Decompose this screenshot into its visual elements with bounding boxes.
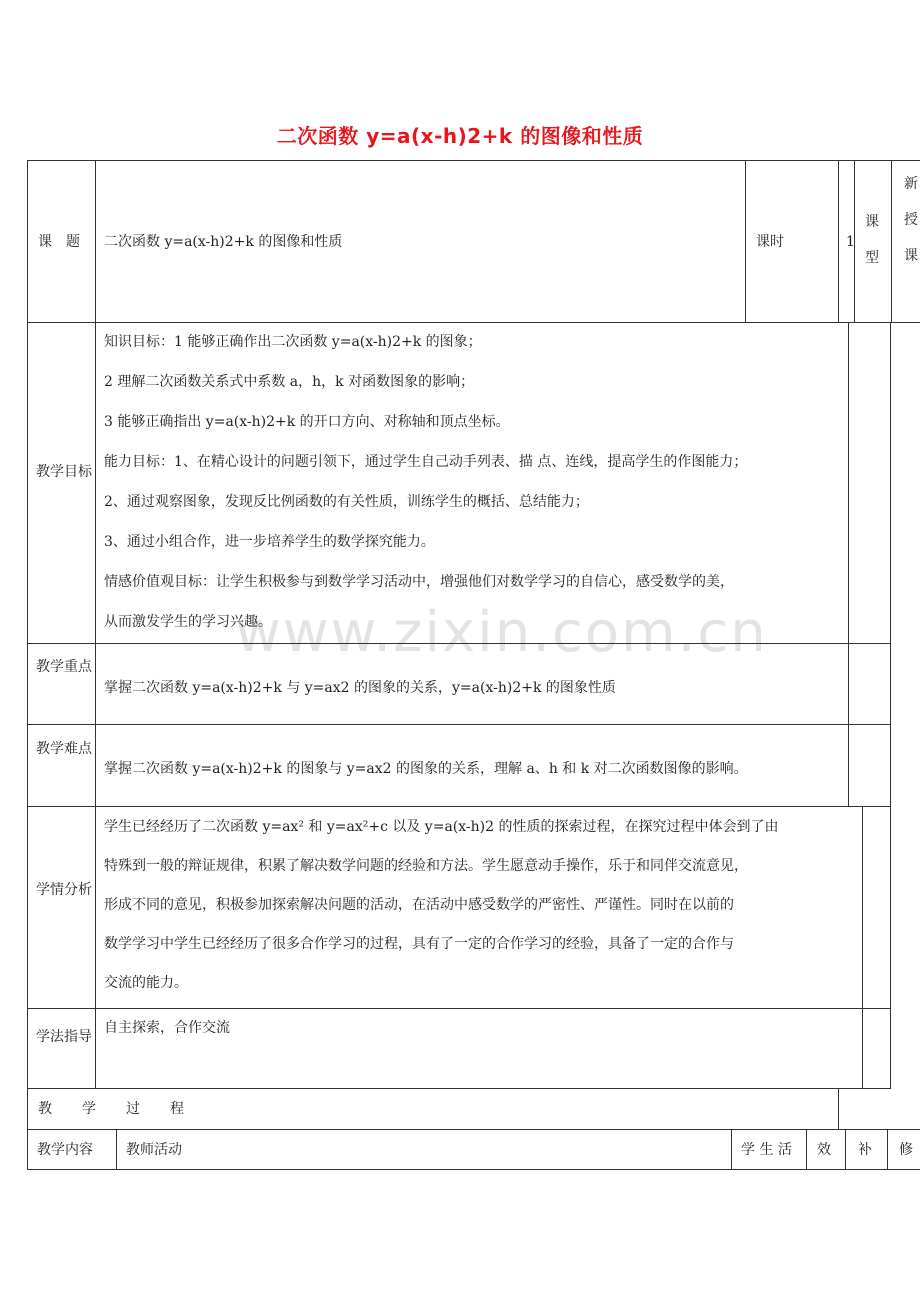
objective-line: 3、通过小组合作，进一步培养学生的数学探究能力。 — [104, 534, 435, 550]
col-effect: 效 — [817, 1142, 831, 1158]
topic-value: 二次函数 y=a(x-h)2+k 的图像和性质 — [104, 234, 343, 250]
analysis-line: 交流的能力。 — [104, 975, 188, 991]
analysis-line: 特殊到一般的辩证规律，积累了解决数学问题的经验和方法。学生愿意动手操作，乐于和同伴交流意见， — [104, 858, 748, 874]
analysis-line: 数学学习中学生已经经历了很多合作学习的过程，具有了一定的合作学习的经验，具备了一定的合作与 — [104, 936, 734, 952]
watermark: www.zixin.com.cn — [235, 600, 768, 665]
hours-value: 1 — [846, 234, 855, 250]
objective-line: 从而激发学生的学习兴趣。 — [104, 614, 272, 630]
objective-line: 知识目标：1 能够正确作出二次函数 y=a(x-h)2+k 的图象； — [104, 334, 482, 350]
difficulties-text: 掌握二次函数 y=a(x-h)2+k 的图象与 y=ax2 的图象的关系，理解 a、h 和 k 对二次函数图像的影响。 — [104, 761, 748, 777]
col-supplement: 补 — [858, 1142, 872, 1158]
analysis-line: 形成不同的意见，积极参加探索解决问题的活动，在活动中感受数学的严密性、严谨性。同时在以前的 — [104, 897, 734, 913]
difficulties-label: 教学难点 — [36, 741, 92, 757]
objective-line: 3 能够正确指出 y=a(x-h)2+k 的开口方向、对称轴和顶点坐标。 — [104, 414, 510, 430]
analysis-line: 学生已经经历了二次函数 y=ax² 和 y=ax²+c 以及 y=a(x-h)2 的性质的探索过程，在探究过程中体会到了由 — [104, 819, 779, 835]
key-points-label: 教学重点 — [36, 659, 92, 675]
col-teacher: 教师活动 — [126, 1142, 182, 1158]
analysis-lines — [104, 808, 778, 1003]
type-value: 新授课 — [904, 176, 918, 264]
hours-label: 课时 — [756, 234, 784, 250]
objectives-lines — [104, 322, 747, 642]
col-revise: 修 — [899, 1142, 913, 1158]
type-label: 课型 — [865, 214, 879, 266]
document-title: 二次函数 y=a(x-h)2+k 的图像和性质 — [276, 124, 644, 148]
method-text: 自主探索，合作交流 — [104, 1020, 230, 1036]
objectives-label: 教学目标 — [36, 464, 92, 480]
process-heading: 教 学 过 程 — [38, 1101, 192, 1117]
method-label: 学法指导 — [36, 1029, 92, 1045]
topic-label: 课 题 — [38, 234, 80, 250]
objective-line: 2 理解二次函数关系式中系数 a，h，k 对函数图象的影响； — [104, 374, 475, 390]
objective-line: 2、通过观察图象，发现反比例函数的有关性质，训练学生的概括、总结能力； — [104, 494, 589, 510]
objective-line: 情感价值观目标：让学生积极参与到数学学习活动中，增强他们对数学学习的自信心，感受数学的美， — [104, 574, 734, 590]
analysis-label: 学情分析 — [36, 882, 92, 898]
key-points-text: 掌握二次函数 y=a(x-h)2+k 与 y=ax2 的图象的关系，y=a(x-h)2+k 的图象性质 — [104, 680, 616, 696]
objective-line: 能力目标：1、在精心设计的问题引领下，通过学生自己动手列表、描 点、连线，提高学生的作图能力； — [104, 454, 748, 470]
col-content: 教学内容 — [37, 1142, 93, 1158]
col-student: 学 生 活 — [741, 1142, 792, 1158]
